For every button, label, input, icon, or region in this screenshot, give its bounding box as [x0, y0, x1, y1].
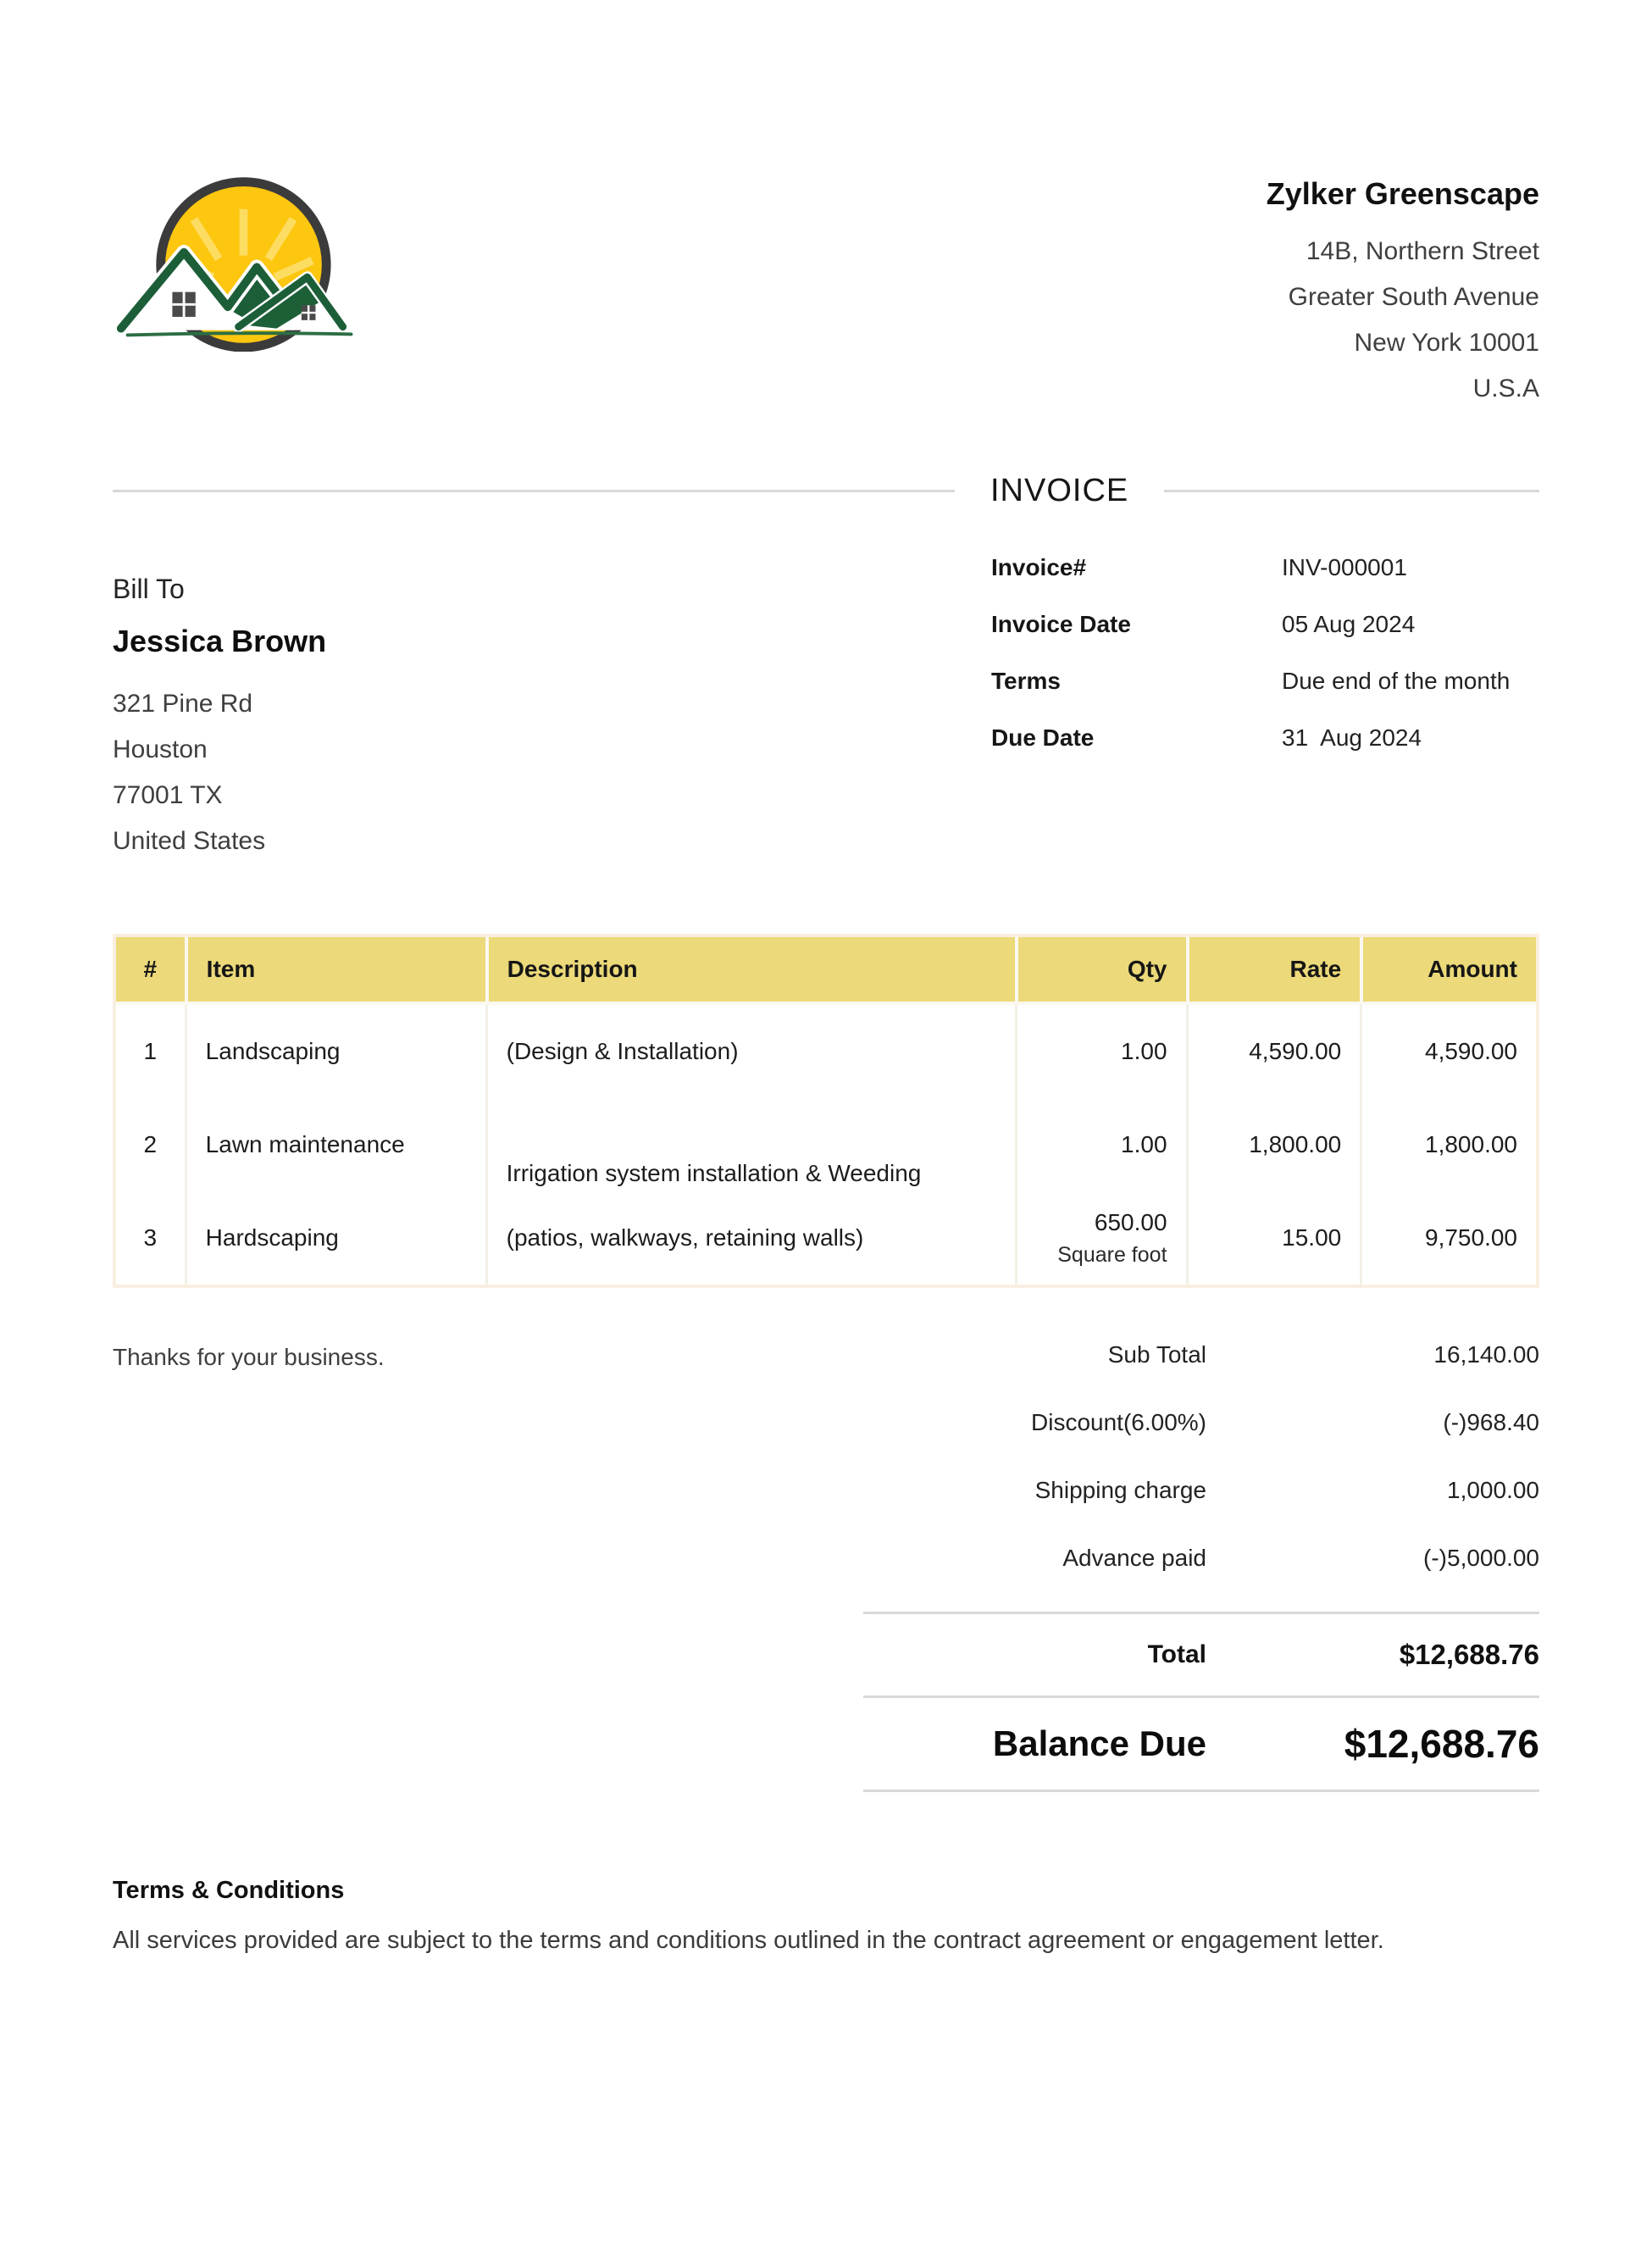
divider-line [113, 490, 955, 492]
terms-value: Due end of the month [1282, 668, 1511, 694]
meta-label: Terms [991, 668, 1061, 694]
divider-line [1164, 490, 1539, 492]
meta-label: Invoice# [991, 554, 1087, 580]
advance-paid-label: Advance paid [1062, 1545, 1206, 1571]
row-amount: 4,590.00 [1360, 1005, 1536, 1098]
row-qty: 1.00 [1015, 1005, 1186, 1098]
advance-paid-row [863, 1544, 1539, 1573]
subtotal-row [863, 1340, 1539, 1369]
advance-paid-value: (-)5,000.00 [1423, 1545, 1539, 1571]
company-address-line: 14B, Northern Street [1306, 237, 1539, 265]
company-address [1267, 229, 1539, 412]
row-desc-text: Irrigation system installation & Weeding [506, 1160, 922, 1186]
meta-row-invoice-date [991, 611, 1539, 638]
row-desc [485, 1098, 1015, 1191]
balance-due-row [863, 1698, 1539, 1790]
sun-houses-logo-icon [113, 169, 371, 352]
table-row [116, 1098, 1536, 1191]
totals-divider [863, 1790, 1539, 1792]
discount-value: (-)968.40 [1443, 1409, 1539, 1435]
meta-row-terms [991, 668, 1539, 695]
table-row [116, 1191, 1536, 1285]
total-row [863, 1614, 1539, 1695]
items-table [113, 934, 1539, 1288]
qty-unit: Square foot [1057, 1242, 1167, 1267]
customer-address-line: United States [113, 827, 266, 855]
terms-body: All services provided are subject to the terms and conditions outlined in the contract agreement or engagement letter. [113, 1927, 1384, 1954]
company-address-line: U.S.A [1472, 375, 1539, 402]
customer-address-line: 321 Pine Rd [113, 690, 253, 718]
subtotal-label: Sub Total [1107, 1341, 1206, 1368]
row-num: 1 [116, 1005, 185, 1098]
terms-section [113, 1877, 1539, 1959]
due-date-value: 31 Aug 2024 [1282, 724, 1422, 751]
company-address-line: Greater South Avenue [1288, 283, 1539, 311]
items-table-header [116, 937, 1536, 1005]
column-header-amount: Amount [1360, 937, 1536, 1005]
row-item: Lawn maintenance [185, 1098, 485, 1191]
row-desc: (Design & Installation) [485, 1005, 1015, 1098]
invoice-title-row [113, 473, 1539, 509]
row-amount: 9,750.00 [1360, 1191, 1536, 1285]
row-item: Landscaping [185, 1005, 485, 1098]
row-num: 3 [116, 1191, 185, 1285]
customer-address-line: Houston [113, 735, 208, 763]
customer-address-line: 77001 TX [113, 781, 223, 809]
totals-block [863, 1340, 1539, 1792]
row-num: 2 [116, 1098, 185, 1191]
customer-name: Jessica Brown [113, 624, 327, 658]
row-amount: 1,800.00 [1360, 1098, 1536, 1191]
summary-section [113, 1340, 1539, 1792]
total-label: Total [1147, 1640, 1206, 1668]
shipping-label: Shipping charge [1034, 1477, 1206, 1503]
shipping-value: 1,000.00 [1447, 1477, 1539, 1503]
column-header-rate: Rate [1186, 937, 1361, 1005]
company-name: Zylker Greenscape [1266, 176, 1539, 211]
bill-to-block [113, 533, 326, 864]
row-desc: (patios, walkways, retaining walls) [485, 1191, 1015, 1285]
row-rate: 4,590.00 [1186, 1005, 1361, 1098]
row-qty: 1.00 [1015, 1098, 1186, 1191]
company-address-line: New York 10001 [1354, 329, 1539, 357]
subtotal-value: 16,140.00 [1433, 1341, 1539, 1368]
column-header-qty: Qty [1015, 937, 1186, 1005]
row-rate: 15.00 [1186, 1191, 1361, 1285]
column-header-desc: Description [485, 937, 1015, 1005]
thanks-note: Thanks for your business. [113, 1344, 385, 1370]
row-item: Hardscaping [185, 1191, 485, 1285]
balance-due-value: $12,688.76 [1344, 1722, 1539, 1766]
invoice-number-value: INV-000001 [1282, 554, 1407, 580]
meta-label: Due Date [991, 724, 1095, 751]
info-section [113, 533, 1539, 864]
company-block [1267, 169, 1539, 412]
document-title: INVOICE [990, 473, 1129, 508]
meta-row-due-date [991, 724, 1539, 752]
bill-to-label: Bill To [113, 574, 185, 604]
qty-value: 650.00 [1094, 1208, 1167, 1235]
customer-address [113, 681, 326, 864]
column-header-item: Item [185, 937, 485, 1005]
meta-label: Invoice Date [991, 611, 1131, 637]
meta-row-invoice-number [991, 554, 1539, 581]
invoice-meta-block [991, 533, 1539, 864]
total-value: $12,688.76 [1399, 1639, 1539, 1670]
discount-label: Discount(6.00%) [1031, 1409, 1206, 1435]
discount-row [863, 1408, 1539, 1437]
shipping-row [863, 1476, 1539, 1505]
column-header-num: # [116, 937, 185, 1005]
invoice-date-value: 05 Aug 2024 [1282, 611, 1416, 637]
row-qty [1015, 1191, 1186, 1285]
balance-due-label: Balance Due [992, 1723, 1206, 1763]
row-rate: 1,800.00 [1186, 1098, 1361, 1191]
table-row [116, 1005, 1536, 1098]
terms-heading: Terms & Conditions [113, 1877, 345, 1904]
company-logo [113, 169, 371, 352]
page-header [113, 0, 1539, 412]
